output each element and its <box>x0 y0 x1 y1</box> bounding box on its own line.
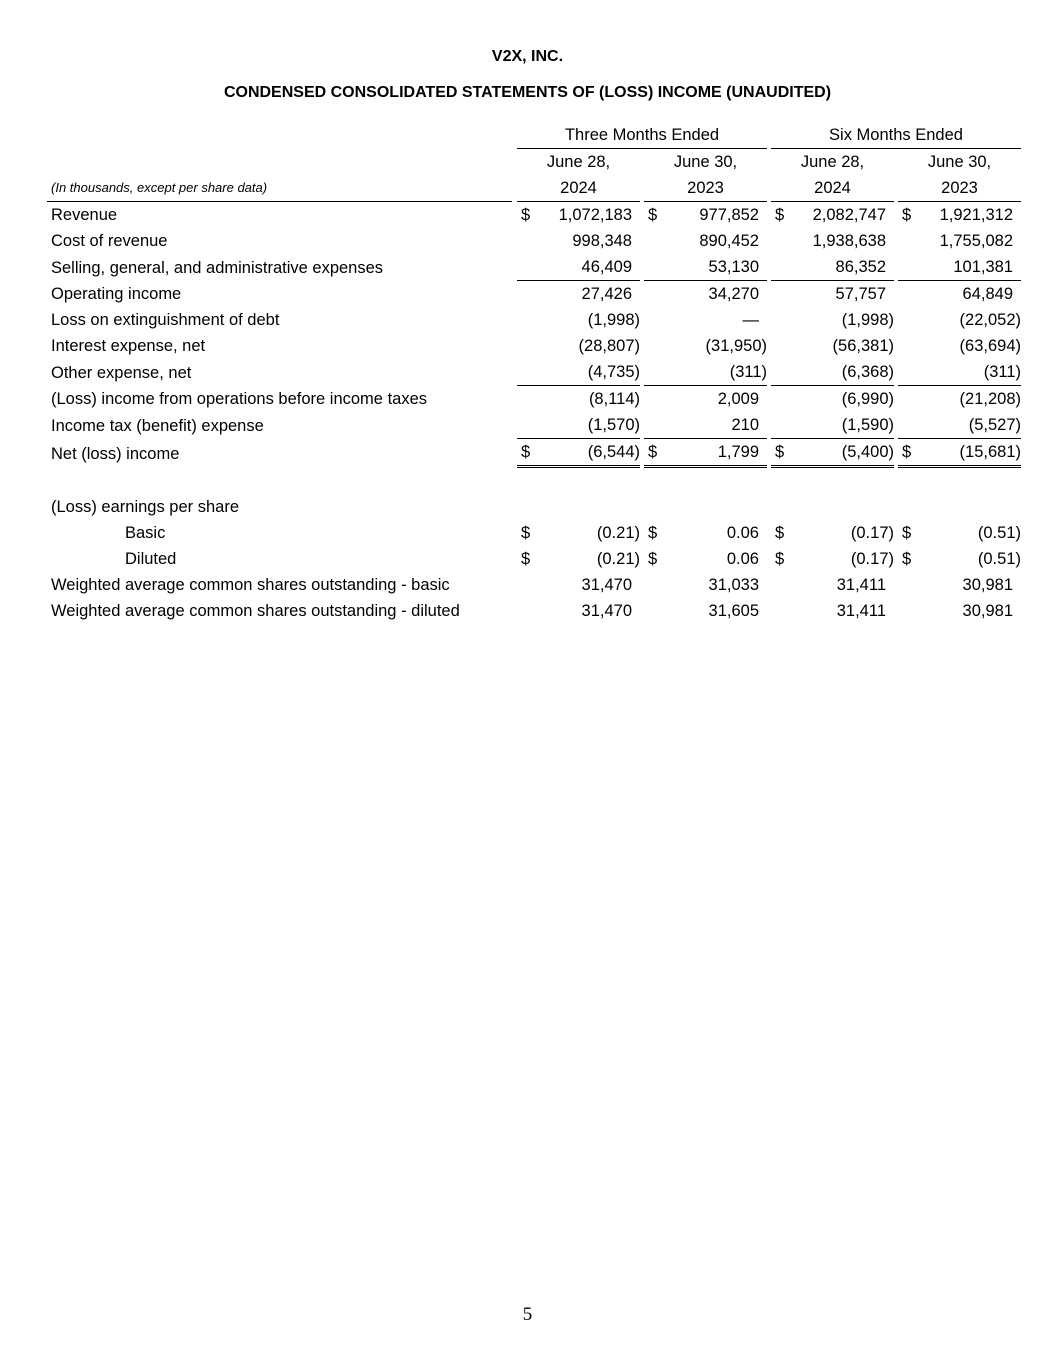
currency-symbol: $ <box>902 524 912 542</box>
cell-value: 890,452 <box>699 232 759 250</box>
cell-value: (1,998) <box>841 311 894 329</box>
header-date-row <box>47 149 1021 176</box>
row-label: (Loss) earnings per share <box>51 498 240 516</box>
table-row <box>47 412 1021 439</box>
cell-value: 27,426 <box>581 285 632 303</box>
cell-value: 30,981 <box>962 602 1013 620</box>
row-label: Cost of revenue <box>51 232 168 250</box>
row-label: Basic <box>125 524 166 542</box>
cell-value: 0.06 <box>726 524 759 542</box>
cell-value: 31,411 <box>836 576 886 594</box>
col-date: June 30, <box>673 153 738 171</box>
table-row <box>47 228 1021 254</box>
col-date: June 28, <box>800 153 865 171</box>
cell-value: 1,799 <box>662 439 767 467</box>
six-months-header: Six Months Ended <box>771 122 1021 149</box>
table-row <box>47 572 1021 598</box>
row-label: Net (loss) income <box>51 444 180 463</box>
currency-symbol: $ <box>902 206 912 224</box>
cell-value: (8,114) <box>588 390 640 408</box>
col-year: 2023 <box>644 175 767 202</box>
row-label: Diluted <box>125 550 177 568</box>
page-number: 5 <box>522 1304 533 1325</box>
currency-symbol: $ <box>771 439 789 467</box>
cell-value: (22,052) <box>959 311 1021 329</box>
currency-symbol: $ <box>521 524 531 542</box>
currency-symbol: $ <box>517 439 535 467</box>
row-label: Revenue <box>51 206 118 224</box>
table-row <box>47 281 1021 308</box>
table-row <box>47 202 1021 229</box>
cell-value: 86,352 <box>789 254 886 281</box>
cell-value: 1,921,312 <box>939 206 1013 224</box>
currency-symbol: $ <box>521 550 531 568</box>
cell-value: (5,527) <box>916 412 1021 439</box>
cell-value: (311) <box>662 359 767 386</box>
cell-value: (6,544) <box>535 439 640 467</box>
cell-value: 57,757 <box>835 285 886 303</box>
cell-value: 998,348 <box>572 232 632 250</box>
row-label: (Loss) income from operations before income taxes <box>51 390 428 408</box>
table-row <box>47 439 1021 467</box>
table-row <box>47 333 1021 359</box>
cell-value: (1,998) <box>587 311 640 329</box>
row-label: Income tax (benefit) expense <box>51 416 264 435</box>
table-row <box>47 598 1021 624</box>
cell-value: (6,368) <box>789 359 894 386</box>
currency-symbol: $ <box>648 206 658 224</box>
cell-value: (0.51) <box>977 550 1021 568</box>
cell-value: 977,852 <box>699 206 759 224</box>
col-year: 2023 <box>898 175 1021 202</box>
currency-symbol: $ <box>521 206 531 224</box>
row-label: Loss on extinguishment of debt <box>51 311 280 329</box>
company-name: V2X, INC. <box>491 48 564 65</box>
cell-value: 30,981 <box>962 576 1013 594</box>
cell-value: 53,130 <box>662 254 759 281</box>
cell-value: (0.17) <box>850 550 894 568</box>
row-label: Selling, general, and administrative expenses <box>51 258 384 277</box>
currency-symbol: $ <box>648 524 658 542</box>
three-months-header: Three Months Ended <box>517 122 767 149</box>
row-label: Other expense, net <box>51 363 192 382</box>
cell-value: 64,849 <box>962 285 1013 303</box>
row-label: Operating income <box>51 285 182 303</box>
col-year: 2024 <box>771 175 894 202</box>
cell-value: (5,400) <box>789 439 894 467</box>
cell-value: (63,694) <box>959 337 1021 355</box>
cell-value: 31,411 <box>836 602 886 620</box>
cell-value: 31,033 <box>708 576 759 594</box>
col-year: 2024 <box>517 175 640 202</box>
cell-value: — <box>742 311 759 329</box>
cell-value: 210 <box>662 412 767 439</box>
col-date: June 30, <box>927 153 992 171</box>
currency-symbol: $ <box>648 550 658 568</box>
cell-value: 1,938,638 <box>812 232 886 250</box>
currency-symbol: $ <box>898 439 916 467</box>
row-label: Interest expense, net <box>51 337 206 355</box>
table-row <box>47 546 1021 572</box>
table-row <box>47 254 1021 281</box>
cell-value: 31,605 <box>708 602 759 620</box>
cell-value: 34,270 <box>708 285 759 303</box>
table-row <box>47 307 1021 333</box>
currency-symbol: $ <box>902 550 912 568</box>
cell-value: (28,807) <box>578 337 640 355</box>
table-row <box>47 359 1021 386</box>
table-row <box>47 386 1021 413</box>
col-date: June 28, <box>546 153 611 171</box>
cell-value: (31,950) <box>705 337 767 355</box>
cell-value: 0.06 <box>726 550 759 568</box>
cell-value: 2,009 <box>717 390 759 408</box>
cell-value: (1,570) <box>535 412 640 439</box>
spacer-row <box>47 467 1021 495</box>
cell-value: 31,470 <box>581 602 632 620</box>
cell-value: (0.17) <box>850 524 894 542</box>
cell-value: (6,990) <box>841 390 894 408</box>
cell-value: (15,681) <box>916 439 1021 467</box>
cell-value: 2,082,747 <box>812 206 886 224</box>
header-period-row <box>47 122 1021 149</box>
units-note: (In thousands, except per share data) <box>47 175 512 202</box>
cell-value: (0.51) <box>977 524 1021 542</box>
cell-value: (56,381) <box>832 337 894 355</box>
cell-value: (21,208) <box>959 390 1021 408</box>
cell-value: (0.21) <box>596 524 640 542</box>
statement-title: CONDENSED CONSOLIDATED STATEMENTS OF (LOSS) INCOME (UNAUDITED) <box>223 84 832 101</box>
cell-value: 1,072,183 <box>558 206 632 224</box>
cell-value: 101,381 <box>916 254 1013 281</box>
cell-value: (4,735) <box>535 359 640 386</box>
currency-symbol: $ <box>775 524 785 542</box>
row-label: Weighted average common shares outstanding - basic <box>51 576 450 594</box>
currency-symbol: $ <box>775 206 785 224</box>
cell-value: (1,590) <box>789 412 894 439</box>
cell-value: 46,409 <box>535 254 632 281</box>
cell-value: 31,470 <box>581 576 632 594</box>
cell-value: 1,755,082 <box>939 232 1013 250</box>
table-row <box>47 520 1021 546</box>
table-row <box>47 494 1021 520</box>
header-year-row <box>47 175 1021 202</box>
cell-value: (311) <box>916 359 1021 386</box>
row-label: Weighted average common shares outstanding - diluted <box>51 602 460 620</box>
currency-symbol: $ <box>644 439 662 467</box>
cell-value: (0.21) <box>596 550 640 568</box>
income-statement-table <box>47 122 1021 624</box>
currency-symbol: $ <box>775 550 785 568</box>
